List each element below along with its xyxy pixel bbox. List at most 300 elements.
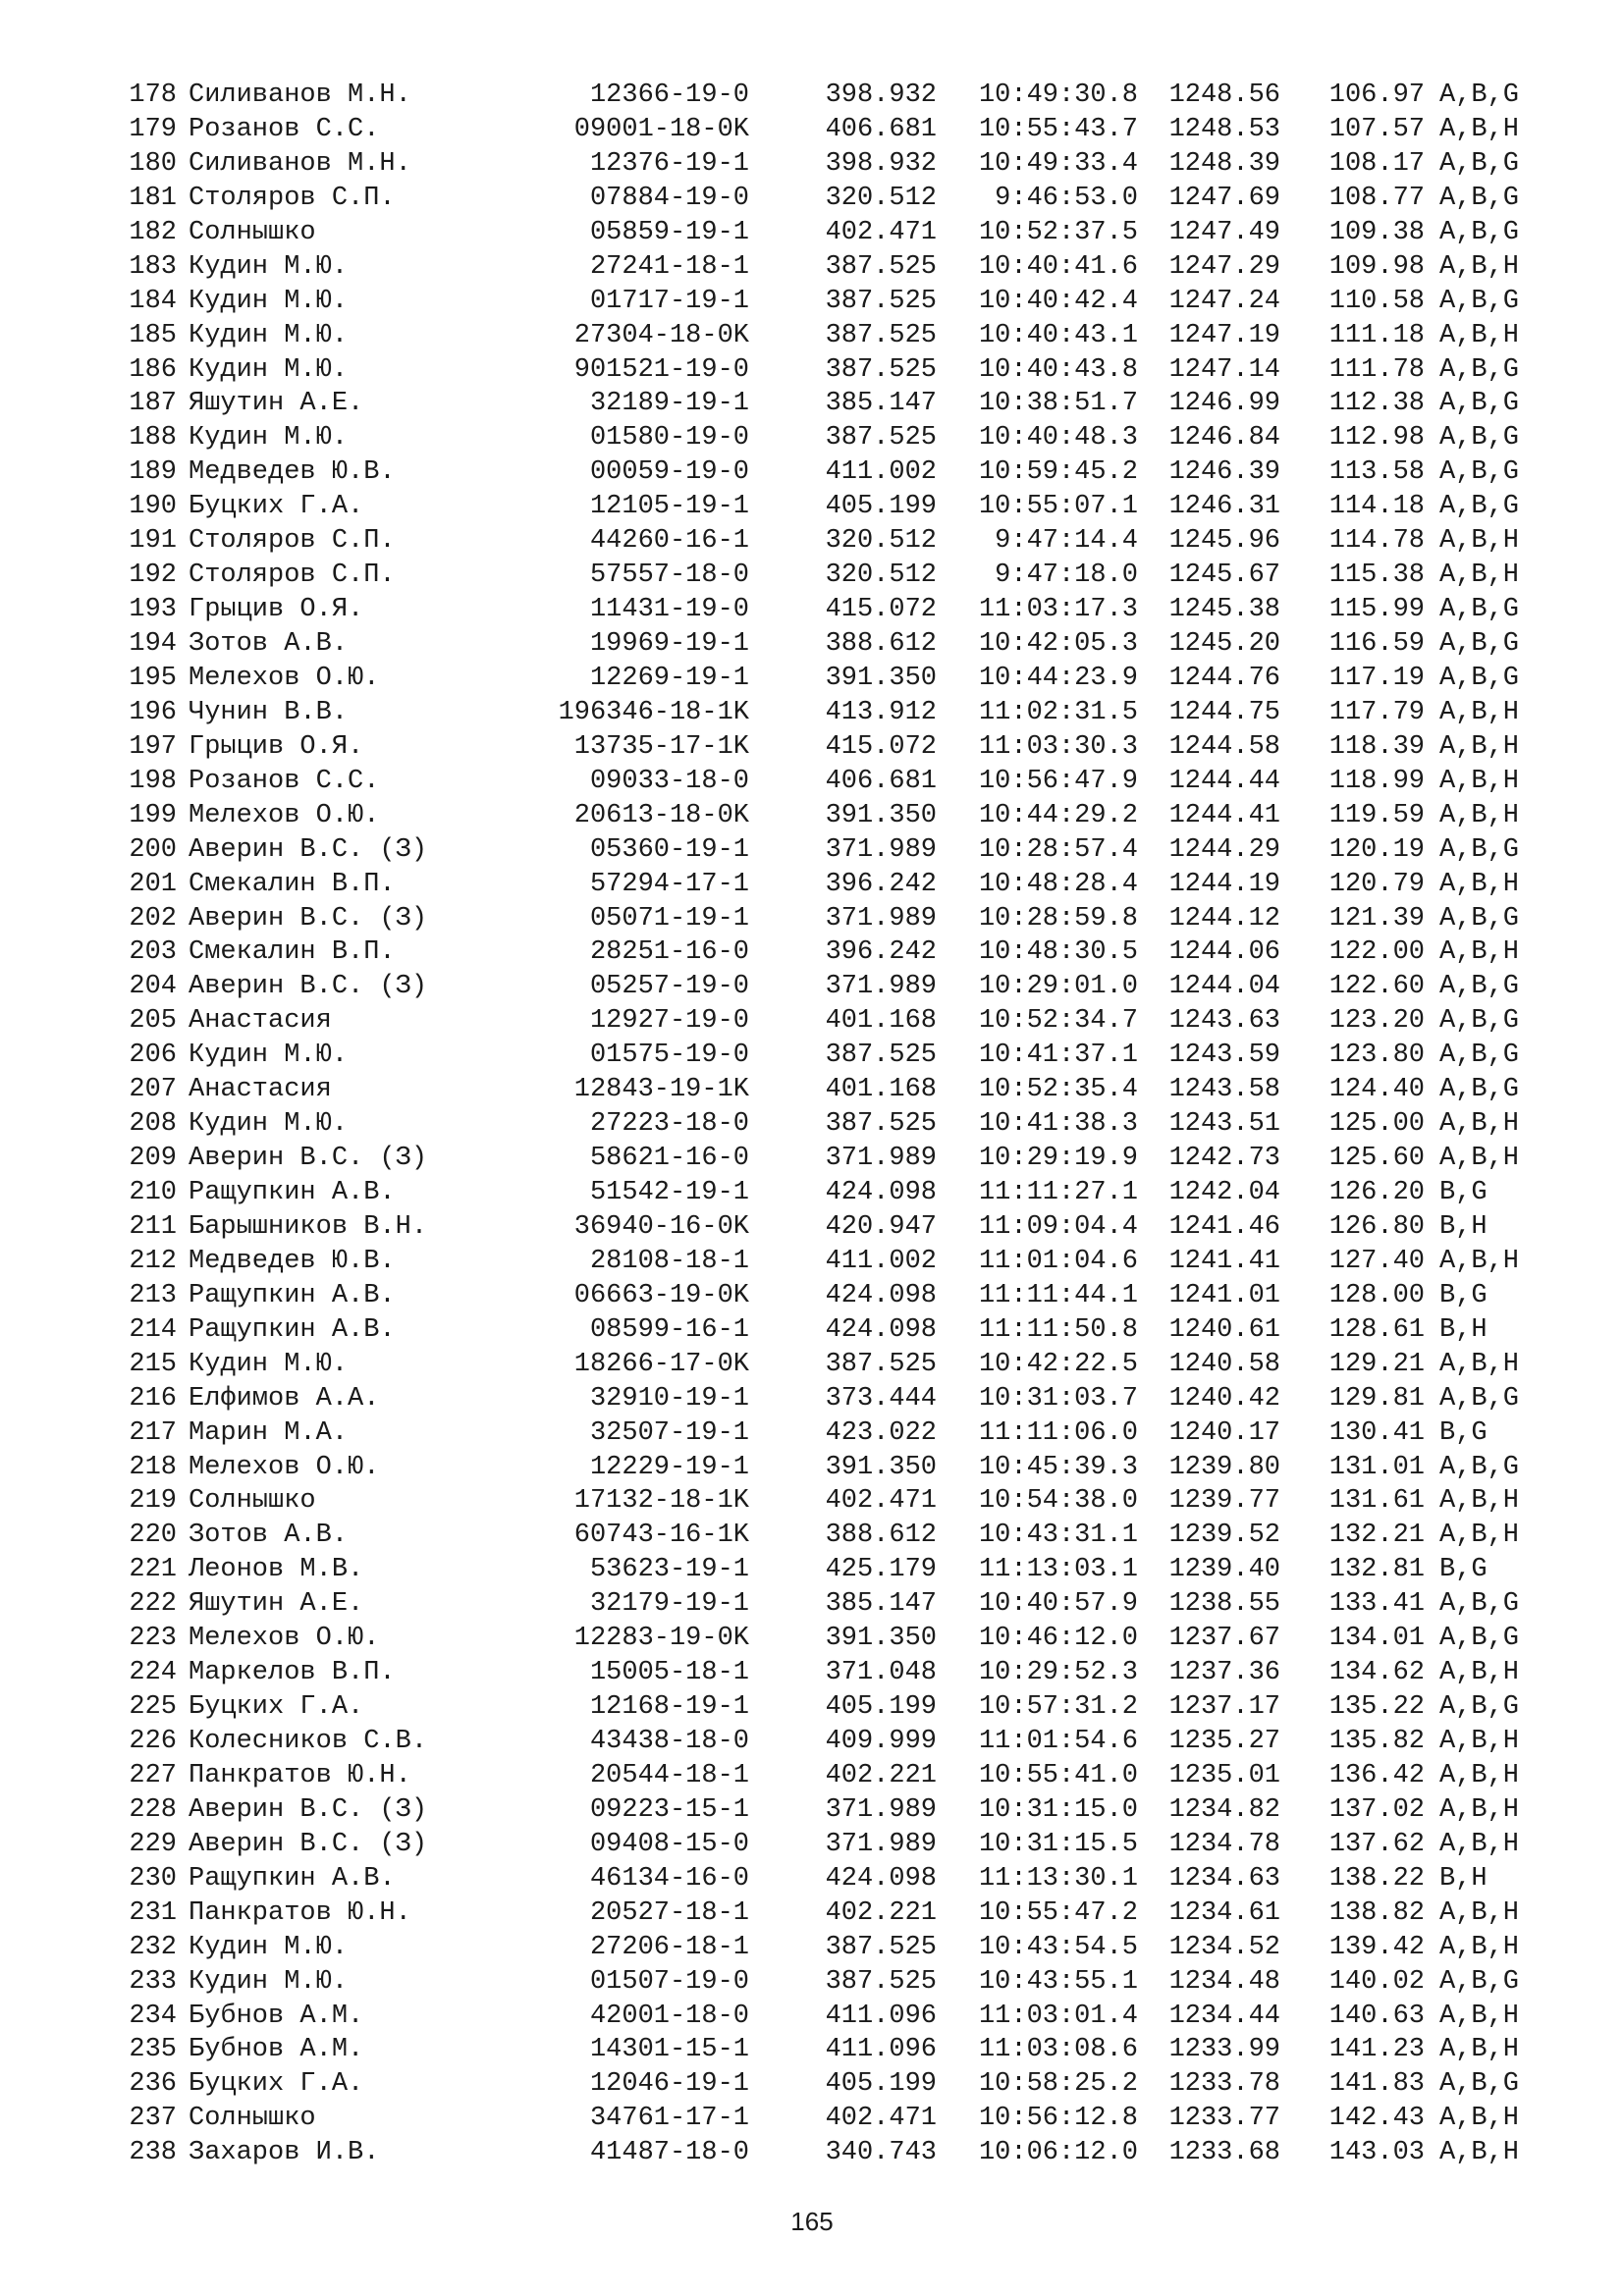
speed: 1247.49 xyxy=(1168,217,1280,247)
arrival-time: 11:11:44.1 xyxy=(978,1280,1138,1310)
ring-number: 17132-18-1K xyxy=(573,1486,749,1517)
ring-number: 27206-18-1 xyxy=(589,1932,749,1962)
distance: 388.612 xyxy=(825,629,937,659)
table-row xyxy=(115,79,1548,113)
table-row xyxy=(115,1587,1548,1622)
arrival-time: 11:03:01.4 xyxy=(978,2001,1138,2031)
score: 137.62 xyxy=(1328,1829,1425,1859)
ring-number: 34761-17-1 xyxy=(589,2104,749,2134)
speed: 1244.58 xyxy=(1168,731,1280,762)
fancier-name: Мелехов О.Ю. xyxy=(189,663,380,693)
ring-number: 12269-19-1 xyxy=(589,663,749,693)
speed: 1233.77 xyxy=(1168,2104,1280,2134)
ring-number: 12376-19-1 xyxy=(589,148,749,179)
ring-number: 12366-19-0 xyxy=(589,80,749,110)
arrival-time: 10:40:43.1 xyxy=(978,320,1138,350)
fancier-name: Грыцив О.Я. xyxy=(189,595,364,625)
distance: 405.199 xyxy=(825,2069,937,2100)
row-number: 208 xyxy=(129,1109,177,1140)
fancier-name: Кудин М.Ю. xyxy=(189,354,349,385)
table-row xyxy=(115,319,1548,353)
ring-number: 14301-15-1 xyxy=(589,2035,749,2065)
group-codes: B,H xyxy=(1439,1863,1488,1894)
table-row xyxy=(115,216,1548,250)
table-row xyxy=(115,1073,1548,1107)
score: 124.40 xyxy=(1328,1075,1425,1105)
speed: 1240.58 xyxy=(1168,1349,1280,1379)
arrival-time: 10:52:34.7 xyxy=(978,1006,1138,1037)
fancier-name: Медведев Ю.В. xyxy=(189,1246,396,1276)
fancier-name: Чунин В.В. xyxy=(189,697,349,727)
row-number: 206 xyxy=(129,1041,177,1071)
score: 118.39 xyxy=(1328,731,1425,762)
fancier-name: Кудин М.Ю. xyxy=(189,1932,349,1962)
distance: 387.525 xyxy=(825,1966,937,1997)
speed: 1248.53 xyxy=(1168,114,1280,144)
row-number: 197 xyxy=(129,731,177,762)
row-number: 202 xyxy=(129,903,177,934)
row-number: 226 xyxy=(129,1727,177,1756)
ring-number: 901521-19-0 xyxy=(573,354,749,385)
distance: 391.350 xyxy=(825,800,937,830)
distance: 387.525 xyxy=(825,1932,937,1962)
speed: 1246.39 xyxy=(1168,457,1280,488)
fancier-name: Колесников С.В. xyxy=(189,1727,428,1756)
row-number: 203 xyxy=(129,937,177,968)
table-row xyxy=(115,524,1548,559)
group-codes: A,B,H xyxy=(1439,114,1520,144)
group-codes: A,B,H xyxy=(1439,731,1520,762)
group-codes: A,B,G xyxy=(1439,183,1520,213)
score: 142.43 xyxy=(1328,2104,1425,2134)
score: 140.63 xyxy=(1328,2001,1425,2031)
speed: 1243.59 xyxy=(1168,1041,1280,1071)
distance: 340.743 xyxy=(825,2138,937,2168)
table-row xyxy=(115,1553,1548,1587)
ring-number: 13735-17-1K xyxy=(573,731,749,762)
arrival-time: 10:43:54.5 xyxy=(978,1932,1138,1962)
speed: 1239.40 xyxy=(1168,1555,1280,1585)
row-number: 195 xyxy=(129,663,177,693)
ring-number: 18266-17-0K xyxy=(573,1349,749,1379)
fancier-name: Ращупкин А.В. xyxy=(189,1863,396,1894)
fancier-name: Смекалин В.П. xyxy=(189,869,396,899)
ring-number: 01717-19-1 xyxy=(589,286,749,316)
score: 118.99 xyxy=(1328,766,1425,796)
row-number: 183 xyxy=(129,251,177,282)
distance: 420.947 xyxy=(825,1211,937,1242)
fancier-name: Леонов М.В. xyxy=(189,1555,364,1585)
fancier-name: Маркелов В.П. xyxy=(189,1658,396,1688)
table-row xyxy=(115,1348,1548,1382)
arrival-time: 10:31:15.0 xyxy=(978,1794,1138,1825)
score: 122.00 xyxy=(1328,937,1425,968)
table-row xyxy=(115,799,1548,833)
arrival-time: 10:49:33.4 xyxy=(978,148,1138,179)
speed: 1237.67 xyxy=(1168,1624,1280,1654)
score: 125.60 xyxy=(1328,1144,1425,1174)
arrival-time: 9:47:18.0 xyxy=(995,561,1138,591)
arrival-time: 10:38:51.7 xyxy=(978,389,1138,419)
row-number: 229 xyxy=(129,1829,177,1859)
row-number: 236 xyxy=(129,2069,177,2100)
arrival-time: 10:29:52.3 xyxy=(978,1658,1138,1688)
arrival-time: 10:55:07.1 xyxy=(978,492,1138,522)
row-number: 179 xyxy=(129,114,177,144)
table-row xyxy=(115,1313,1548,1348)
distance: 387.525 xyxy=(825,320,937,350)
row-number: 201 xyxy=(129,869,177,899)
score: 137.02 xyxy=(1328,1794,1425,1825)
row-number: 225 xyxy=(129,1692,177,1723)
distance: 373.444 xyxy=(825,1383,937,1414)
score: 134.01 xyxy=(1328,1624,1425,1654)
group-codes: A,B,G xyxy=(1439,148,1520,179)
fancier-name: Аверин В.С. (З) xyxy=(189,834,428,865)
distance: 371.989 xyxy=(825,903,937,934)
group-codes: A,B,H xyxy=(1439,869,1520,899)
table-row xyxy=(115,421,1548,455)
distance: 415.072 xyxy=(825,731,937,762)
fancier-name: Солнышко xyxy=(189,217,316,247)
arrival-time: 10:41:38.3 xyxy=(978,1109,1138,1140)
arrival-time: 10:41:37.1 xyxy=(978,1041,1138,1071)
row-number: 189 xyxy=(129,457,177,488)
row-number: 194 xyxy=(129,629,177,659)
row-number: 180 xyxy=(129,148,177,179)
row-number: 238 xyxy=(129,2138,177,2168)
row-number: 205 xyxy=(129,1006,177,1037)
speed: 1241.46 xyxy=(1168,1211,1280,1242)
ring-number: 20527-18-1 xyxy=(589,1897,749,1928)
group-codes: A,B,H xyxy=(1439,1246,1520,1276)
fancier-name: Зотов А.В. xyxy=(189,1521,349,1551)
arrival-time: 10:55:41.0 xyxy=(978,1760,1138,1790)
distance: 371.989 xyxy=(825,1829,937,1859)
arrival-time: 10:42:05.3 xyxy=(978,629,1138,659)
speed: 1244.75 xyxy=(1168,697,1280,727)
row-number: 230 xyxy=(129,1863,177,1894)
fancier-name: Столяров С.П. xyxy=(189,561,396,591)
table-row xyxy=(115,1176,1548,1210)
table-row xyxy=(115,935,1548,970)
score: 120.79 xyxy=(1328,869,1425,899)
table-row xyxy=(115,593,1548,627)
distance: 411.096 xyxy=(825,2001,937,2031)
arrival-time: 10:59:45.2 xyxy=(978,457,1138,488)
group-codes: B,G xyxy=(1439,1555,1488,1585)
ring-number: 32179-19-1 xyxy=(589,1589,749,1620)
arrival-time: 10:56:47.9 xyxy=(978,766,1138,796)
speed: 1234.61 xyxy=(1168,1897,1280,1928)
ring-number: 01580-19-0 xyxy=(589,423,749,454)
group-codes: A,B,G xyxy=(1439,1006,1520,1037)
ring-number: 27304-18-0K xyxy=(573,320,749,350)
group-codes: A,B,H xyxy=(1439,2138,1520,2168)
group-codes: A,B,G xyxy=(1439,1966,1520,1997)
ring-number: 01575-19-0 xyxy=(589,1041,749,1071)
group-codes: A,B,G xyxy=(1439,595,1520,625)
speed: 1233.99 xyxy=(1168,2035,1280,2065)
score: 125.00 xyxy=(1328,1109,1425,1140)
ring-number: 32507-19-1 xyxy=(589,1417,749,1448)
distance: 406.681 xyxy=(825,766,937,796)
ring-number: 12927-19-0 xyxy=(589,1006,749,1037)
arrival-time: 10:58:25.2 xyxy=(978,2069,1138,2100)
table-row xyxy=(115,1759,1548,1793)
speed: 1246.99 xyxy=(1168,389,1280,419)
row-number: 192 xyxy=(129,561,177,591)
table-row xyxy=(115,1451,1548,1485)
distance: 411.002 xyxy=(825,457,937,488)
row-number: 211 xyxy=(129,1211,177,1242)
fancier-name: Кудин М.Ю. xyxy=(189,286,349,316)
table-row xyxy=(115,2000,1548,2034)
fancier-name: Барышников В.Н. xyxy=(189,1211,428,1242)
fancier-name: Марин М.А. xyxy=(189,1417,349,1448)
ring-number: 12046-19-1 xyxy=(589,2069,749,2100)
score: 114.78 xyxy=(1328,526,1425,557)
table-row xyxy=(115,1965,1548,2000)
table-row xyxy=(115,1107,1548,1142)
ring-number: 27223-18-0 xyxy=(589,1109,749,1140)
group-codes: B,G xyxy=(1439,1178,1488,1207)
distance: 424.098 xyxy=(825,1863,937,1894)
table-row xyxy=(115,1382,1548,1416)
distance: 387.525 xyxy=(825,286,937,316)
distance: 424.098 xyxy=(825,1280,937,1310)
row-number: 178 xyxy=(129,80,177,110)
score: 132.21 xyxy=(1328,1521,1425,1551)
speed: 1242.04 xyxy=(1168,1178,1280,1207)
group-codes: B,H xyxy=(1439,1314,1488,1345)
row-number: 193 xyxy=(129,595,177,625)
score: 113.58 xyxy=(1328,457,1425,488)
speed: 1234.52 xyxy=(1168,1932,1280,1962)
arrival-time: 10:29:01.0 xyxy=(978,972,1138,1002)
table-row xyxy=(115,1896,1548,1931)
arrival-time: 10:40:41.6 xyxy=(978,251,1138,282)
speed: 1234.63 xyxy=(1168,1863,1280,1894)
ring-number: 11431-19-0 xyxy=(589,595,749,625)
ring-number: 42001-18-0 xyxy=(589,2001,749,2031)
arrival-time: 11:03:30.3 xyxy=(978,731,1138,762)
distance: 423.022 xyxy=(825,1417,937,1448)
group-codes: A,B,H xyxy=(1439,2035,1520,2065)
speed: 1244.29 xyxy=(1168,834,1280,865)
ring-number: 05859-19-1 xyxy=(589,217,749,247)
distance: 371.989 xyxy=(825,972,937,1002)
row-number: 219 xyxy=(129,1486,177,1517)
arrival-time: 10:40:48.3 xyxy=(978,423,1138,454)
table-row xyxy=(115,490,1548,524)
fancier-name: Столяров С.П. xyxy=(189,526,396,557)
score: 128.61 xyxy=(1328,1314,1425,1345)
distance: 405.199 xyxy=(825,1692,937,1723)
fancier-name: Кудин М.Ю. xyxy=(189,320,349,350)
score: 126.20 xyxy=(1328,1178,1425,1207)
distance: 371.048 xyxy=(825,1658,937,1688)
speed: 1234.82 xyxy=(1168,1794,1280,1825)
row-number: 218 xyxy=(129,1452,177,1482)
fancier-name: Силиванов М.Н. xyxy=(189,148,411,179)
score: 116.59 xyxy=(1328,629,1425,659)
row-number: 224 xyxy=(129,1658,177,1688)
fancier-name: Кудин М.Ю. xyxy=(189,251,349,282)
ring-number: 07884-19-0 xyxy=(589,183,749,213)
row-number: 182 xyxy=(129,217,177,247)
row-number: 220 xyxy=(129,1521,177,1551)
fancier-name: Буцких Г.А. xyxy=(189,492,364,522)
group-codes: A,B,G xyxy=(1439,1383,1520,1414)
arrival-time: 10:52:35.4 xyxy=(978,1075,1138,1105)
speed: 1235.27 xyxy=(1168,1727,1280,1756)
score: 128.00 xyxy=(1328,1280,1425,1310)
page-number: 165 xyxy=(790,2207,834,2236)
group-codes: A,B,G xyxy=(1439,492,1520,522)
table-row xyxy=(115,1622,1548,1656)
distance: 402.221 xyxy=(825,1897,937,1928)
speed: 1238.55 xyxy=(1168,1589,1280,1620)
distance: 425.179 xyxy=(825,1555,937,1585)
arrival-time: 11:01:04.6 xyxy=(978,1246,1138,1276)
speed: 1244.12 xyxy=(1168,903,1280,934)
distance: 391.350 xyxy=(825,663,937,693)
speed: 1245.38 xyxy=(1168,595,1280,625)
distance: 387.525 xyxy=(825,423,937,454)
arrival-time: 10:44:29.2 xyxy=(978,800,1138,830)
speed: 1248.39 xyxy=(1168,148,1280,179)
speed: 1246.31 xyxy=(1168,492,1280,522)
fancier-name: Кудин М.Ю. xyxy=(189,423,349,454)
ring-number: 12283-19-0K xyxy=(573,1624,749,1654)
distance: 424.098 xyxy=(825,1178,937,1207)
fancier-name: Зотов А.В. xyxy=(189,629,349,659)
ring-number: 09001-18-0K xyxy=(573,114,749,144)
row-number: 215 xyxy=(129,1349,177,1379)
arrival-time: 10:56:12.8 xyxy=(978,2104,1138,2134)
speed: 1240.42 xyxy=(1168,1383,1280,1414)
fancier-name: Елфимов А.А. xyxy=(189,1383,380,1414)
row-number: 231 xyxy=(129,1897,177,1928)
distance: 371.989 xyxy=(825,834,937,865)
row-number: 181 xyxy=(129,183,177,213)
table-row xyxy=(115,2136,1548,2170)
score: 108.17 xyxy=(1328,148,1425,179)
table-row xyxy=(115,285,1548,319)
score: 135.82 xyxy=(1328,1727,1425,1756)
distance: 396.242 xyxy=(825,937,937,968)
table-row xyxy=(115,1004,1548,1039)
score: 115.99 xyxy=(1328,595,1425,625)
arrival-time: 10:42:22.5 xyxy=(978,1349,1138,1379)
row-number: 234 xyxy=(129,2001,177,2031)
table-row xyxy=(115,1210,1548,1245)
fancier-name: Панкратов Ю.Н. xyxy=(189,1897,411,1928)
score: 136.42 xyxy=(1328,1760,1425,1790)
distance: 387.525 xyxy=(825,1349,937,1379)
speed: 1233.78 xyxy=(1168,2069,1280,2100)
fancier-name: Розанов С.С. xyxy=(189,766,380,796)
fancier-name: Солнышко xyxy=(189,2104,316,2134)
fancier-name: Панкратов Ю.Н. xyxy=(189,1760,411,1790)
distance: 387.525 xyxy=(825,251,937,282)
arrival-time: 9:47:14.4 xyxy=(995,526,1138,557)
row-number: 233 xyxy=(129,1966,177,1997)
ring-number: 05071-19-1 xyxy=(589,903,749,934)
group-codes: A,B,G xyxy=(1439,389,1520,419)
score: 120.19 xyxy=(1328,834,1425,865)
table-row xyxy=(115,833,1548,868)
group-codes: A,B,G xyxy=(1439,1041,1520,1071)
arrival-time: 10:55:43.7 xyxy=(978,114,1138,144)
row-number: 204 xyxy=(129,972,177,1002)
fancier-name: Столяров С.П. xyxy=(189,183,396,213)
table-row xyxy=(115,662,1548,696)
group-codes: A,B,H xyxy=(1439,1794,1520,1825)
table-row xyxy=(115,1245,1548,1279)
table-row xyxy=(115,1142,1548,1176)
table-row xyxy=(115,559,1548,593)
speed: 1247.69 xyxy=(1168,183,1280,213)
group-codes: A,B,H xyxy=(1439,1727,1520,1756)
ring-number: 19969-19-1 xyxy=(589,629,749,659)
group-codes: A,B,H xyxy=(1439,1658,1520,1688)
group-codes: A,B,G xyxy=(1439,903,1520,934)
fancier-name: Аверин В.С. (З) xyxy=(189,903,428,934)
score: 138.82 xyxy=(1328,1897,1425,1928)
speed: 1241.01 xyxy=(1168,1280,1280,1310)
arrival-time: 10:48:30.5 xyxy=(978,937,1138,968)
speed: 1247.14 xyxy=(1168,354,1280,385)
speed: 1234.48 xyxy=(1168,1966,1280,1997)
group-codes: A,B,H xyxy=(1439,1760,1520,1790)
score: 121.39 xyxy=(1328,903,1425,934)
speed: 1239.77 xyxy=(1168,1486,1280,1517)
arrival-time: 10:57:31.2 xyxy=(978,1692,1138,1723)
row-number: 207 xyxy=(129,1075,177,1105)
speed: 1233.68 xyxy=(1168,2138,1280,2168)
score: 114.18 xyxy=(1328,492,1425,522)
ring-number: 12105-19-1 xyxy=(589,492,749,522)
distance: 402.471 xyxy=(825,217,937,247)
group-codes: A,B,G xyxy=(1439,972,1520,1002)
row-number: 223 xyxy=(129,1624,177,1654)
group-codes: B,G xyxy=(1439,1417,1488,1448)
table-row xyxy=(115,1039,1548,1073)
speed: 1244.76 xyxy=(1168,663,1280,693)
arrival-time: 11:01:54.6 xyxy=(978,1727,1138,1756)
row-number: 228 xyxy=(129,1794,177,1825)
arrival-time: 10:46:12.0 xyxy=(978,1624,1138,1654)
score: 131.61 xyxy=(1328,1486,1425,1517)
arrival-time: 10:29:19.9 xyxy=(978,1144,1138,1174)
fancier-name: Яшутин А.Е. xyxy=(189,1589,364,1620)
fancier-name: Кудин М.Ю. xyxy=(189,1041,349,1071)
ring-number: 00059-19-0 xyxy=(589,457,749,488)
score: 119.59 xyxy=(1328,800,1425,830)
fancier-name: Анастасия xyxy=(189,1006,332,1037)
distance: 320.512 xyxy=(825,526,937,557)
table-row xyxy=(115,1793,1548,1828)
row-number: 186 xyxy=(129,354,177,385)
row-number: 198 xyxy=(129,766,177,796)
arrival-time: 10:28:59.8 xyxy=(978,903,1138,934)
distance: 402.221 xyxy=(825,1760,937,1790)
score: 132.81 xyxy=(1328,1555,1425,1585)
speed: 1239.52 xyxy=(1168,1521,1280,1551)
score: 134.62 xyxy=(1328,1658,1425,1688)
